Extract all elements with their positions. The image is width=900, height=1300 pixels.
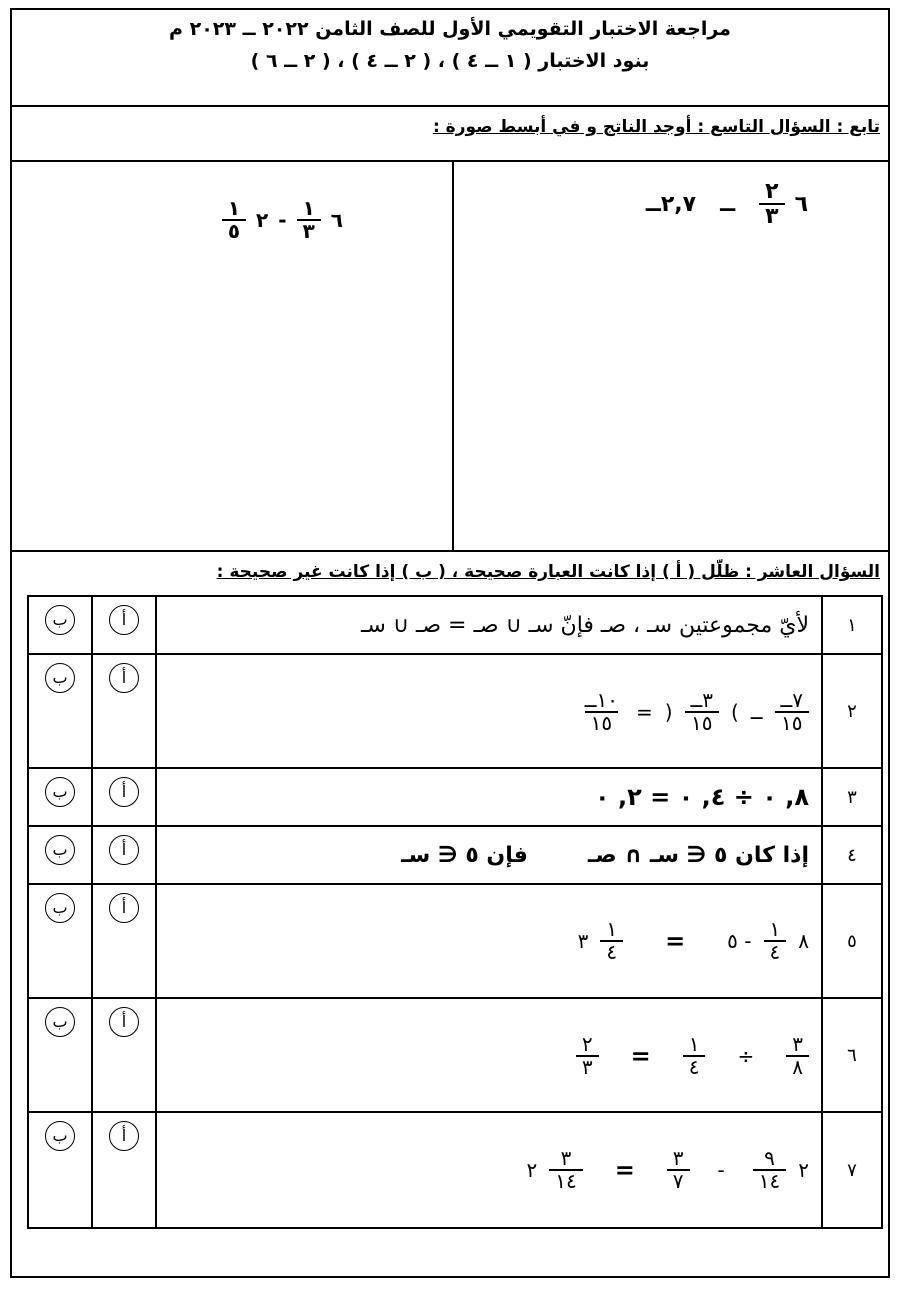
denominator: ١٥: [775, 711, 808, 734]
fraction: [775, 690, 809, 734]
numerator: ٩: [764, 1146, 775, 1170]
numerator: ١: [227, 196, 241, 220]
denominator: ١٥: [685, 711, 718, 734]
fraction: [297, 198, 321, 242]
row-number: ٣: [822, 768, 882, 826]
numerator: ١٠ــ: [584, 688, 618, 712]
numerator: ١: [769, 917, 781, 941]
statement-expression: [401, 843, 809, 868]
numerator: ٣: [560, 1146, 572, 1170]
fraction: [667, 1148, 690, 1192]
choice-a-circle[interactable]: أ: [109, 1121, 139, 1151]
statement-cell: [156, 826, 822, 884]
choice-b-cell[interactable]: [28, 1112, 92, 1228]
row-number: ٤: [822, 826, 882, 884]
fraction: [222, 198, 246, 242]
denominator: ٤: [764, 940, 787, 963]
denominator: ١٤: [549, 1169, 582, 1192]
statement-cell: [156, 1112, 822, 1228]
choice-b-circle[interactable]: ب: [45, 605, 75, 635]
statement-expression: [578, 919, 809, 963]
table-row: [28, 998, 882, 1112]
numerator: ٢: [765, 179, 779, 204]
choice-a-cell[interactable]: [92, 768, 156, 826]
paren-open: ): [731, 700, 739, 724]
question-10-title: السؤال العاشر : ظلّل ( أ ) إذا كانت العبارة صحيحة ، ( ب ) إذا كانت غير صحيحة :: [216, 562, 880, 582]
choice-a-circle[interactable]: أ: [109, 663, 139, 693]
fraction: [786, 1034, 809, 1078]
statement-cell: [156, 596, 822, 654]
row-number: ٢: [822, 654, 882, 768]
choice-b-circle[interactable]: ب: [45, 1121, 75, 1151]
choice-a-circle[interactable]: أ: [109, 1007, 139, 1037]
test-items: بنود الاختبار ( ١ ــ ٤ ) ، ( ٢ ــ ٤ ) ، ( ٢ ــ ٦ ): [250, 50, 650, 72]
choice-a-circle[interactable]: أ: [109, 777, 139, 807]
choice-b-cell[interactable]: [28, 884, 92, 998]
statement-expression: [526, 1148, 809, 1192]
denominator: ٨: [786, 1055, 809, 1078]
choice-a-cell[interactable]: [92, 826, 156, 884]
equals: =: [635, 700, 653, 724]
statement-cell: [156, 998, 822, 1112]
statement-cell: [156, 884, 822, 998]
choice-a-cell[interactable]: [92, 998, 156, 1112]
whole-number: ٢: [798, 1158, 809, 1182]
statement-expression: [576, 1034, 809, 1078]
choice-b-cell[interactable]: [28, 826, 92, 884]
whole-number: ٦: [330, 208, 343, 232]
whole-number: ٦: [794, 191, 808, 217]
denominator: ٤: [683, 1055, 706, 1078]
row-number: ٧: [822, 1112, 882, 1228]
equals: =: [630, 1042, 651, 1070]
operator: ÷: [737, 1044, 755, 1068]
worksheet-title: مراجعة الاختبار التقويمي الأول للصف الثامن ٢٠٢٢ ــ ٢٠٢٣ م: [169, 18, 731, 40]
q9-left-expression: [222, 198, 343, 242]
numerator: ١: [302, 196, 315, 220]
numerator: ٣ــ: [690, 688, 713, 712]
choice-b-cell[interactable]: [28, 768, 92, 826]
numerator: ٣: [792, 1032, 803, 1056]
fraction: [683, 1034, 706, 1078]
statement-part: فإن ٥ ∈ سـ: [401, 842, 528, 868]
choice-a-cell[interactable]: [92, 884, 156, 998]
table-row: [28, 1112, 882, 1228]
statement-expression: [579, 690, 809, 734]
paren-close: (: [664, 700, 673, 724]
worksheet-page: [10, 8, 890, 1278]
statement-part: إذا كان ٥ ∈ سـ ∩ صـ: [587, 842, 809, 868]
row-number: ١: [822, 596, 882, 654]
table-row: [28, 826, 882, 884]
operator: ــ: [720, 191, 736, 217]
fraction: [549, 1148, 582, 1192]
fraction: [685, 690, 719, 734]
table-row: [28, 884, 882, 998]
numerator: ٣: [672, 1146, 684, 1170]
choice-b-circle[interactable]: ب: [45, 663, 75, 693]
fraction: [579, 690, 624, 734]
row-number: ٦: [822, 998, 882, 1112]
denominator: ٥: [222, 219, 246, 242]
choice-b-cell[interactable]: [28, 654, 92, 768]
numerator: ٢: [581, 1032, 593, 1056]
question-9-heading: [12, 105, 888, 162]
statement-cell: [156, 768, 822, 826]
denominator: ٣: [576, 1055, 599, 1078]
denominator: ١٤: [753, 1169, 786, 1192]
choice-b-circle[interactable]: ب: [45, 777, 75, 807]
table-row: [28, 768, 882, 826]
question-9-workspace: [12, 160, 888, 552]
denominator: ١٥: [585, 711, 618, 734]
fraction: [576, 1034, 599, 1078]
table-row: [28, 596, 882, 654]
operator: ــ: [750, 700, 763, 724]
numerator: ٧ــ: [780, 688, 803, 712]
operator: -: [278, 208, 287, 232]
whole-number: ٢: [256, 208, 269, 232]
choice-b-cell[interactable]: [28, 596, 92, 654]
workspace-divider: [452, 160, 454, 550]
choice-a-cell[interactable]: [92, 654, 156, 768]
denominator: ٣: [297, 219, 321, 242]
whole-number: ٣: [577, 929, 589, 953]
worksheet-header: [12, 10, 888, 107]
question-9-title: تابع : السؤال التاسع : أوجد الناتج و في أبسط صورة :: [432, 117, 880, 137]
choice-a-cell[interactable]: [92, 596, 156, 654]
denominator: ٤: [600, 940, 623, 963]
fraction: [600, 919, 623, 963]
operator: -: [717, 1158, 725, 1182]
choice-b-circle[interactable]: ب: [45, 893, 75, 923]
choice-a-circle[interactable]: أ: [109, 893, 139, 923]
choice-a-circle[interactable]: أ: [109, 835, 139, 865]
denominator: ٣: [759, 203, 784, 228]
choice-a-circle[interactable]: أ: [109, 605, 139, 635]
statement-cell: [156, 654, 822, 768]
fraction: [759, 180, 784, 228]
whole-number: ٢: [526, 1158, 538, 1182]
question-10-heading: [12, 550, 888, 595]
numerator: ١: [688, 1032, 700, 1056]
true-false-table: [27, 595, 883, 1229]
denominator: ٧: [667, 1169, 690, 1192]
row-number: ٥: [822, 884, 882, 998]
numerator: ١: [606, 917, 618, 941]
q9-right-expression: [646, 180, 808, 228]
equals: =: [614, 1156, 635, 1184]
fraction: [764, 919, 787, 963]
choice-a-cell[interactable]: [92, 1112, 156, 1228]
statement-text: لأيّ مجموعتين سـ ، صـ فإنّ سـ ∪ صـ = صـ ∪ سـ: [360, 612, 809, 638]
operator: - ٥: [727, 929, 752, 953]
statement-text: ٨, ٠ ÷ ٤, ٠ = ٢, ٠: [594, 783, 809, 811]
fraction: [753, 1148, 786, 1192]
table-row: [28, 654, 882, 768]
whole-number: ٨: [798, 929, 809, 953]
equals: =: [665, 927, 686, 955]
decimal-value: ٢,٧ــ: [645, 191, 697, 217]
choice-b-circle[interactable]: ب: [45, 1007, 75, 1037]
choice-b-circle[interactable]: ب: [45, 835, 75, 865]
choice-b-cell[interactable]: [28, 998, 92, 1112]
